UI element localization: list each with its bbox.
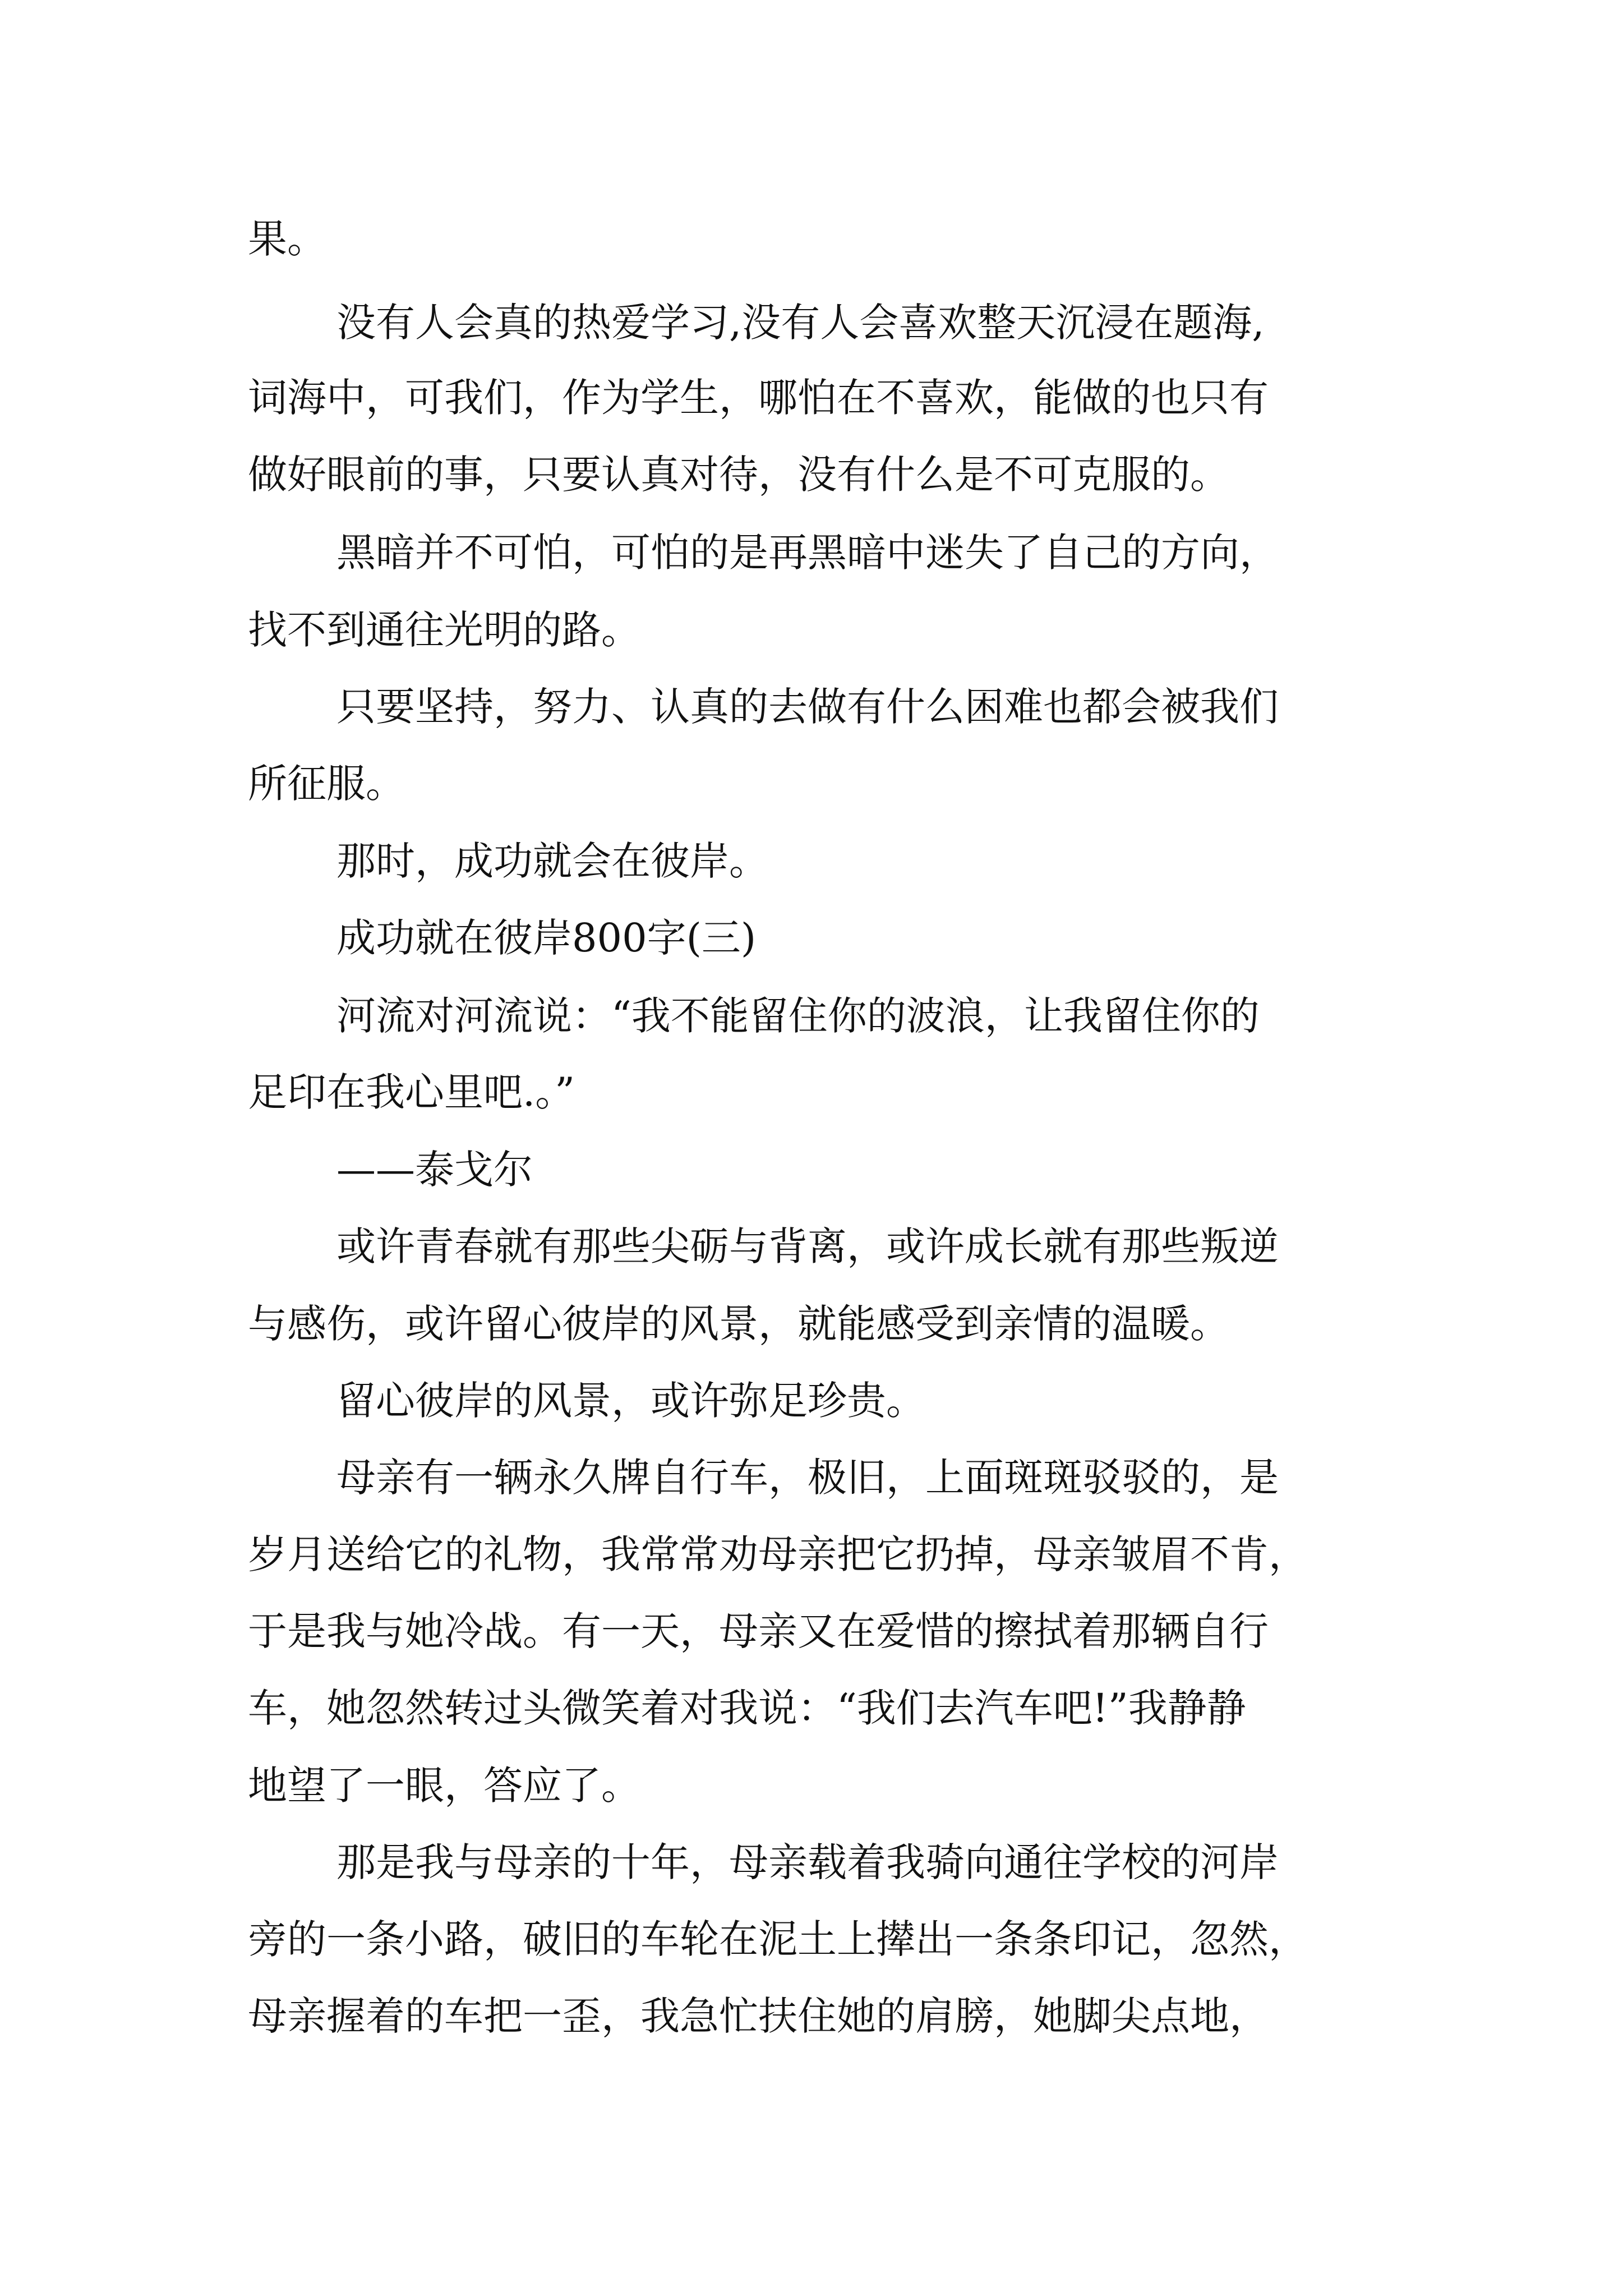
text-line-19: 于是我与她冷战。有一天，母亲又在爱惜的擦拭着那辆自行 — [248, 1608, 1269, 1654]
text-line-3: 词海中，可我们，作为学生，哪怕在不喜欢，能做的也只有 — [248, 375, 1269, 421]
text-line-9: 那时，成功就会在彼岸。 — [336, 838, 768, 884]
text-line-11: 河流对河流说：“我不能留住你的波浪，让我留住你的 — [336, 993, 1260, 1039]
text-line-6: 找不到通往光明的路。 — [248, 607, 640, 653]
text-line-23: 旁的一条小路，破旧的车轮在泥土上撵出一条条印记，忽然， — [248, 1916, 1308, 1962]
text-line-16: 留心彼岸的风景，或许弥足珍贵。 — [336, 1378, 925, 1424]
text-line-18: 岁月送给它的礼物，我常常劝母亲把它扔掉，母亲皱眉不肯， — [248, 1531, 1308, 1577]
text-line-22: 那是我与母亲的十年，母亲载着我骑向通往学校的河岸 — [336, 1839, 1279, 1885]
text-line-14: 或许青春就有那些尖砺与背离，或许成长就有那些叛逆 — [336, 1223, 1279, 1269]
text-line-8: 所征服。 — [248, 761, 405, 807]
text-line-24: 母亲握着的车把一歪，我急忙扶住她的肩膀，她脚尖点地， — [248, 1993, 1269, 2039]
text-line-4: 做好眼前的事，只要认真对待，没有什么是不可克服的。 — [248, 452, 1229, 498]
quote-attribution: ——泰戈尔 — [336, 1147, 533, 1193]
text-line-15: 与感伤，或许留心彼岸的风景，就能感受到亲情的温暖。 — [248, 1301, 1229, 1347]
text-line-5: 黑暗并不可怕，可怕的是再黑暗中迷失了自己的方向， — [336, 530, 1279, 576]
text-line-12: 足印在我心里吧.。” — [248, 1069, 575, 1115]
text-line-21: 地望了一眼，答应了。 — [248, 1763, 640, 1809]
text-line-17: 母亲有一辆永久牌自行车，极旧，上面斑斑驳驳的，是 — [336, 1455, 1279, 1501]
section-heading: 成功就在彼岸800字(三) — [336, 915, 757, 961]
text-line-2: 没有人会真的热爱学习,没有人会喜欢整天沉浸在题海, — [336, 300, 1265, 346]
text-line-20: 车，她忽然转过头微笑着对我说：“我们去汽车吧!”我静静 — [248, 1685, 1246, 1731]
text-line-7: 只要坚持，努力、认真的去做有什么困难也都会被我们 — [336, 684, 1279, 730]
text-line-1: 果。 — [248, 216, 326, 262]
